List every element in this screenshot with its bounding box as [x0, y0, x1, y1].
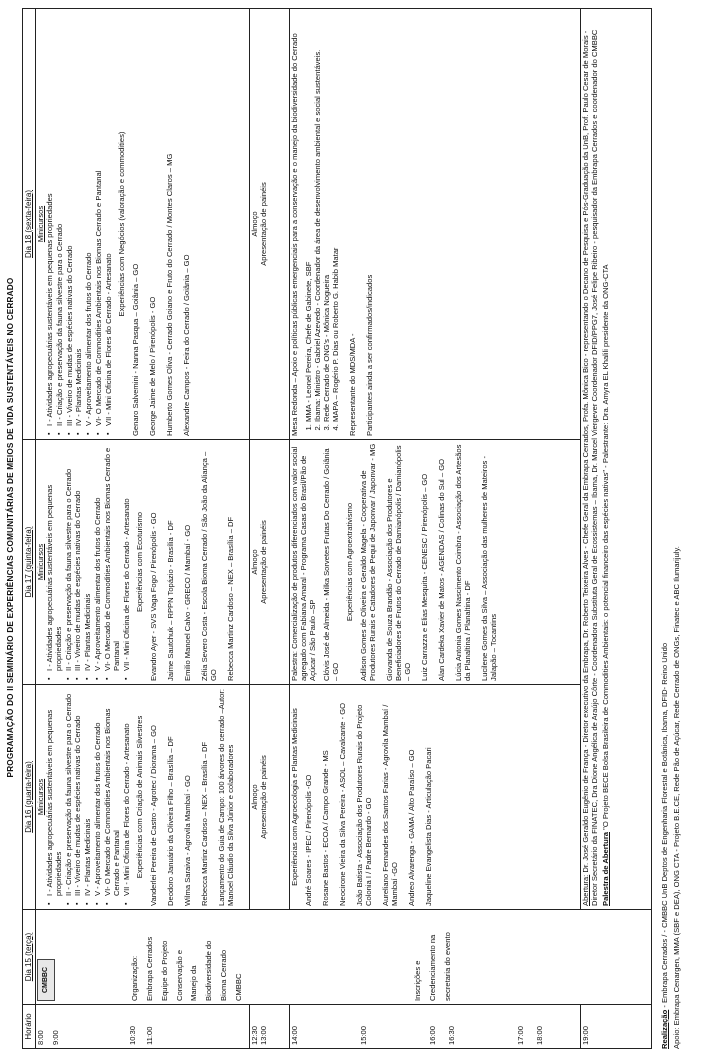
palestra-text: Palestra: Comercialização de produtos diferenciados com valor social agregado com Fabiana Amaral - Programa Casas do Brasil/Pão de Açúcar / São Paulo –SP	[290, 446, 318, 681]
time-evening	[580, 1005, 651, 1049]
section-heading: Experiências com Agroecologia e Plantas Medicinais	[290, 708, 300, 886]
day-18-afternoon	[290, 9, 580, 440]
time-label: 10:30	[127, 1025, 137, 1045]
experience-item: Luiz Carrazza e Elias Mesquita - CENESC / Pirenópolis – GO	[419, 473, 429, 681]
page-title: PROGRAMAÇÃO DO II SEMINÁRIO DE EXPERIÊNCIAS COMUNITÁRIAS DE MEIOS DE VIDA SUSTENTÁVEIS NO CERRADO	[6, 277, 15, 778]
panels-label: Apresentação de painéis	[258, 520, 268, 604]
registration-line: secretaria do evento	[443, 932, 453, 1001]
experience-item: Rebecca Martinz Cardoso – NEX – Brasília – DF	[225, 516, 235, 681]
opening-lecture	[602, 12, 611, 906]
panel-member: 1. MMA - Leonel Pereira, Chefe de Gabinete, SBF	[305, 12, 314, 422]
experience-item: Rebecca Martinz Cardoso – NEX – Brasília – DF	[200, 741, 209, 906]
minicurso-item: ▪ I - Atividades agropecuárias sustentáveis em pequenas propriedades	[46, 12, 55, 426]
experience-item: João Batista - Associação dos Produtores Rurais do Projeto Colonia I / Padre Bernardo - GO	[355, 704, 374, 906]
organization-block	[131, 913, 245, 1001]
experience-item: Vanderlei Pereira de Castro - Agrotec / Diorama – GO	[149, 725, 159, 906]
time-label: 16:00	[428, 1025, 438, 1045]
minicurso-item: ▪ VI- O Mercado de Commodities Ambientais nos Biomas Cerrado e Pantanal	[104, 443, 122, 671]
panel-member: 2. Ibama: Ministro - Gabriel Azevedo - Coordenador da área de desenvolvimento ambiental e social sustentáveis.	[314, 12, 323, 422]
lecture-label: Palestra de Abertura	[600, 832, 610, 906]
time-morning	[35, 1005, 249, 1049]
schedule-table	[22, 8, 652, 1049]
minicursos-title: Minicursos	[35, 778, 45, 816]
footer-apoio: Apoio: Embrapa Cenargen, MMA (SBF e DEA), ONG CTA - Projeto B.E.CE, Rede Pão de Açúcar, Rede Cerrado de ONGs, Finatec e ABC Ilumarijuly.	[672, 546, 681, 1049]
time-label: 8:00	[35, 1030, 45, 1045]
org-line: Embrapa Cerrados	[144, 936, 154, 1001]
minicurso-item: ▪ VII - Mini Oficina de Flores do Cerrado - Artesanato	[123, 443, 132, 671]
day-18-morning	[35, 9, 249, 440]
experience-item: Lucilene Gomes da Silva – Associação das mulheres de Mateiros - Jalapão – Tocantins	[479, 456, 498, 681]
experience-item: Rosane Bastos - ECOA / Campo Grande - MS	[321, 750, 331, 906]
minicurso-item: ▪ III - Viveiro de mudas de espécies nativas do Cerrado	[74, 443, 83, 671]
panels-label: Apresentação de painéis	[258, 182, 268, 266]
time-label: 17:00	[516, 1025, 526, 1045]
registration-block	[414, 913, 453, 1001]
minicurso-item: ▪ III - Viveiro de mudas de espécies nativas do Cerrado	[74, 688, 83, 896]
minicurso-item: ▪ V - Aproveitamento alimentar dos frutos do Cerrado	[94, 443, 103, 671]
minicurso-item: ▪ II - Criação e preservação da fauna silvestre para o Cerrado	[65, 688, 74, 896]
org-line: Biodiversidade do	[204, 940, 214, 1001]
experience-list	[132, 12, 192, 436]
footer-realizacao	[660, 9, 669, 1049]
minicursos-title: Minicursos	[35, 543, 45, 581]
section-heading: Experiências com Criação de Animais Silvestres	[135, 715, 145, 879]
minicurso-item: ▪ I - Atividades agropecuárias sustentáveis em pequenas propriedades	[46, 443, 64, 671]
panels-label: Apresentação de painéis	[258, 755, 268, 839]
time-label: 14:00	[290, 1025, 300, 1045]
minicurso-item: ▪ V - Aproveitamento alimentar dos frutos do Cerrado	[94, 688, 103, 896]
lunch-label: Almoço	[249, 549, 259, 575]
experience-item: Zélia Severo Costa - Escola Bioma Cerrado / São João da Aliança – GO	[200, 451, 218, 681]
experience-item: Genaro Salvemini - Nanna Pasqua – Goiânia – GO	[131, 263, 141, 436]
day-16-afternoon	[290, 685, 580, 910]
opening-label: Abertura:	[580, 874, 590, 906]
day-17-morning	[35, 440, 249, 685]
minicurso-item: ▪ VII - Mini Oficina de Flores do Cerrado - Artesanato	[105, 12, 114, 426]
experience-item: Clóvis José de Almeida - Milka Sorvetes Frutas Do Cerrado / Goiânia – GO	[322, 448, 341, 681]
experience-item: Aureliano Fernandes dos Santos Farias - Agrovila Mambaí / Mambaí -GO	[381, 704, 400, 906]
section-heading: Experiências com Agroextrativismo	[345, 502, 355, 622]
day-17-lunch	[249, 440, 290, 685]
lecture-text: "O Projeto BECE Bolsa Brasileira de Commodities Ambientais: o potencial financeiro das espécies nativas" - Palestrante: Dra. Amyra EL Khalili presidente da ONG-CTA	[600, 264, 610, 830]
experience-item: Andreo Alvarenga - GAMA / Alto Paraíso – GO	[407, 749, 417, 906]
experience-item: Neocirone Vieira da Silva Pereira - ASOL – Cavalcante - GO	[338, 702, 348, 906]
minicursos-list	[46, 443, 133, 681]
mds-representative: Representante do MDS/MDA -	[348, 333, 358, 436]
registration-line: Inscrições e	[413, 960, 423, 1001]
minicurso-item: ▪ VI- O Mercado de Commodities Ambientais nos Biomas Cerrado e Pantanal	[95, 12, 104, 426]
minicurso-item: ▪ II - Criação e preservação da fauna silvestre para o Cerrado	[65, 443, 74, 671]
experience-item: Giovanda de Souza Brandão - Associação dos Produtores e Beneficiadores de Frutos do Cerrado de Damianópolis / Damianópolis – GO	[385, 445, 412, 681]
org-line: Conservação e	[174, 949, 184, 1001]
experience-item: Lúcia Antonia Gomes Nascimento Coimbra - Associação dos Artesãos da Planaltina / Planaltina - DF	[453, 444, 472, 681]
opening-text	[582, 12, 600, 906]
experience-item: Wilma Saraiva - Agrovila Mambaí - GO	[183, 775, 193, 906]
experience-item: Emilio Manoel Calvo - GRECO / Mambaí - GO	[183, 524, 193, 681]
lunch-label: Almoço	[249, 784, 259, 810]
time-label: 13:00	[258, 1025, 268, 1045]
minicurso-item: ▪ II - Criação e preservação da fauna silvestre para o Cerrado	[56, 12, 65, 426]
time-label: 12:30	[249, 1025, 259, 1045]
day-16-morning	[35, 685, 249, 910]
experience-item: Alexandre Campos - Feira do Cerrado / Goiânia – GO	[182, 254, 192, 436]
lunch-label: Almoço	[249, 211, 259, 237]
minicurso-item: ▪ VI- O Mercado de Commodities Ambientais nos Biomas Cerrado e Pantanal	[104, 688, 122, 896]
mesa-redonda: Mesa Redonda – Apoio e políticas públicas emergenciais para a conservação e o manejo da biodiversidade do Cerrado	[290, 33, 300, 436]
day-17-afternoon	[290, 440, 580, 685]
section-heading: Experiências com Ecoturismo	[135, 511, 145, 613]
header-horario: Horário	[23, 1005, 36, 1049]
time-label: 15:00	[359, 1025, 369, 1045]
minicurso-item: ▪ V - Aproveitamento alimentar dos frutos do Cerrado	[85, 12, 94, 426]
experience-item: Alan Cardeka Xavier de Matos - AGENDAS / Colinas do Sul – GO	[436, 458, 446, 681]
footer-real-text: - Embrapa Cerrados / - CMBBC UnB Deptos de Engenharia Florestal e Botânica, Ibama, DFID- Reino Unido	[660, 642, 669, 1008]
experience-list	[150, 688, 236, 906]
minicurso-item: ▪ IV - Plantas Medicinais	[75, 12, 84, 426]
experience-item: Jaqueline Evangelista Dias - Articulação Pacari	[424, 747, 434, 906]
opening-speakers: Dr. José Geraldo Eugênio de França - Diretor executivo da Embrapa, Dr. Roberto Teixeira Alves - Chefe Geral da Embrapa Cerrados, Profa. Mônica Bico - representando o Decano de Pesquisa e Pós-Graduação da UnB, Prof. Paulo Cesar de Morais - Diretor Secretário da FINATEC, Dra Dione Angélica de Araújo Côrte - Coordenadora Substituta Geral de Ecossistemas – Ibama, Dr. Marcel Viergever Coordenador DFID/PPG7, José Felipe Ribeiro - pesquisador da Embrapa Cerrados e coordenador do CMBBC	[580, 29, 599, 906]
experience-item: Humberto Gomes Oliva - Cerrado Goiano e Fruto do Cerrado / Montes Claros – MG	[165, 153, 175, 436]
day-16-lunch	[249, 685, 290, 910]
minicurso-item: ▪ IV - Plantas Medicinais	[84, 688, 93, 896]
header-day-18: Dia 18 (sexta-feira)	[23, 9, 36, 440]
header-day-15: Dia 15 (terça)	[23, 910, 36, 1005]
experience-item: André Soares - IPEC / Pirenópolis -GO	[304, 774, 314, 906]
minicursos-title: Minicursos	[35, 205, 45, 243]
registration-line: Credenciamento na	[428, 934, 438, 1001]
panel-members	[305, 12, 341, 436]
day-18-lunch	[249, 9, 290, 440]
org-line: Manejo da	[189, 965, 199, 1001]
experience-item: George Jaime de Melo / Pirenópolis - GO	[148, 296, 158, 436]
minicursos-list	[46, 688, 133, 906]
minicurso-item: ▪ I - Atividades agropecuárias sustentáveis em pequenas propriedades	[46, 688, 64, 896]
experience-list	[360, 443, 498, 681]
time-label: 11:00	[144, 1026, 154, 1045]
day-15-cell	[35, 910, 651, 1005]
logo-text: CMBBC	[41, 966, 49, 994]
org-line: Bioma Cerrado	[219, 949, 229, 1001]
panel-member: 4. MAPA – Rogério P. Dias ou Roberto G. Habib Matar	[332, 12, 341, 422]
logo	[37, 959, 55, 1001]
minicursos-list	[46, 12, 115, 436]
panel-member: 3. Rede Cerrado de ONG's - Mônica Nogueira	[323, 12, 332, 422]
experience-list	[150, 443, 236, 681]
experience-item: Lançamento do Guia de Campo: 100 árvores do cerrado –Autor: Manoel Cláudio da Silva Júnior e colaboradores	[216, 689, 235, 906]
header-day-16: Dia 16 (quarta-feira)	[23, 685, 36, 910]
participants-note: Participantes ainda a ser confirmados/indicados	[365, 274, 375, 436]
time-lunch	[249, 1005, 290, 1049]
section-heading: Experiências com Negócios (valoração e commodities)	[117, 131, 127, 317]
minicurso-item: ▪ VII - Mini Oficina de Flores do Cerrado - Artesanato	[123, 688, 132, 896]
experience-list	[305, 688, 434, 906]
time-label: 16:30	[447, 1025, 457, 1045]
org-line: CMBBC	[234, 973, 244, 1001]
org-line: Organização:	[129, 955, 139, 1001]
experience-item: Adilson Gomes de Oliveira e Geraldo Magela - Cooperativa de Produtores Rurais e Catadores de Pequi de Japonvar / Japonvar - MG	[359, 443, 378, 681]
time-afternoon	[290, 1005, 580, 1049]
minicurso-item: ▪ III - Viveiro de mudas de espécies nativas do Cerrado	[66, 12, 75, 426]
header-day-17: Dia 17 (quinta-feira)	[23, 440, 36, 685]
experience-item: Deodoro Januário da Oliveira Filho – Brasília – DF	[166, 736, 176, 906]
opening-cell	[580, 9, 651, 910]
time-label: 19:00	[580, 1025, 590, 1045]
experience-item: Jaime Sautchuk – RPPN Topázio - Brasília - DF	[166, 520, 176, 681]
experience-item: Evandro Ayer - SVS Vaga Fogo / Pirenópolis - GO	[149, 512, 159, 681]
time-label: 18:00	[535, 1025, 545, 1045]
org-line: Equipe do Projeto	[159, 940, 169, 1001]
minicurso-item: ▪ IV - Plantas Medicinais	[84, 443, 93, 671]
time-label: 9:00	[50, 1030, 60, 1045]
footer-real-label: Realização	[660, 1009, 669, 1049]
